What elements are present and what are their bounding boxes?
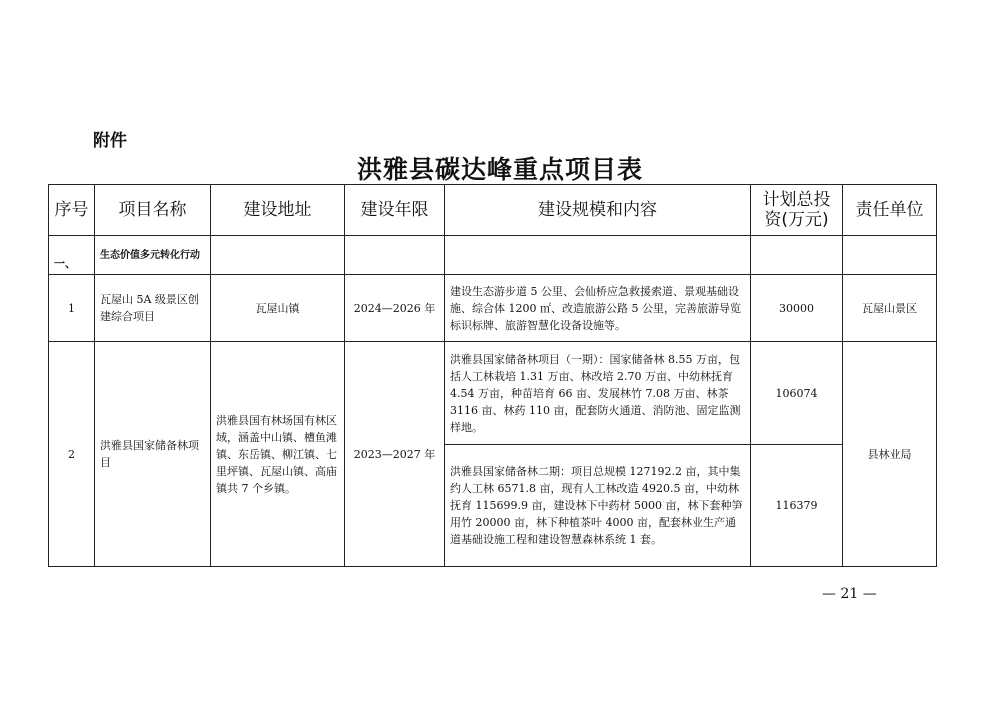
header-investment: 计划总投资(万元) xyxy=(751,185,843,236)
row2-seq: 2 xyxy=(49,342,95,567)
row2a-scale: 洪雅县国家储备林项目（一期）：国家储备林 8.55 万亩，包括人工林栽培 1.31 万亩、林改培 2.70 万亩、中幼林抚育 4.54 万亩，种苗培育 66 亩、发展林竹 7.08 万亩、林茶 3116 亩、林药 110 亩，配套防火通道、消防池、固定监测样地。 xyxy=(445,342,751,445)
row2-period: 2023—2027 年 xyxy=(345,342,445,567)
category-seq: 一、 xyxy=(49,236,95,275)
header-name: 项目名称 xyxy=(95,185,211,236)
row2-unit: 县林业局 xyxy=(843,342,937,567)
row2b-scale: 洪雅县国家储备林二期：项目总规模 127192.2 亩，其中集约人工林 6571.8 亩，现有人工林改造 4920.5 亩，中幼林抚育 115699.9 亩，建设林下中药材 5000 亩，林下套种笋用竹 20000 亩，林下种植茶叶 4000 亩，配套林业生产通道基础设施工程和建设智慧森林系统 1 套。 xyxy=(445,445,751,567)
page-number: — 21 — xyxy=(822,586,877,602)
table-row xyxy=(49,275,937,342)
project-table xyxy=(48,184,937,567)
row1-scale: 建设生态游步道 5 公里、会仙桥应急救援索道、景观基础设施、综合体 1200 ㎡、改造旅游公路 5 公里，完善旅游导览标识标牌、旅游智慧化设备设施等。 xyxy=(445,275,751,342)
attachment-label: 附件 xyxy=(93,131,127,151)
row1-period: 2024—2026 年 xyxy=(345,275,445,342)
category-name: 生态价值多元转化行动 xyxy=(95,236,211,275)
row1-name: 瓦屋山 5A 级景区创建综合项目 xyxy=(95,275,211,342)
header-scale: 建设规模和内容 xyxy=(445,185,751,236)
row2-address: 洪雅县国有林场国有林区域，涵盖中山镇、槽鱼滩镇、东岳镇、柳江镇、七里坪镇、瓦屋山镇、高庙镇共 7 个乡镇。 xyxy=(211,342,345,567)
row1-unit: 瓦屋山景区 xyxy=(843,275,937,342)
row1-address: 瓦屋山镇 xyxy=(211,275,345,342)
row2a-investment: 106074 xyxy=(751,342,843,445)
header-address: 建设地址 xyxy=(211,185,345,236)
table-header-row xyxy=(49,185,937,236)
row1-investment: 30000 xyxy=(751,275,843,342)
page-title: 洪雅县碳达峰重点项目表 xyxy=(356,155,643,184)
row2b-investment: 116379 xyxy=(751,445,843,567)
header-period: 建设年限 xyxy=(345,185,445,236)
row1-seq: 1 xyxy=(49,275,95,342)
category-row xyxy=(49,236,937,275)
row2-name: 洪雅县国家储备林项目 xyxy=(95,342,211,567)
header-seq: 序号 xyxy=(49,185,95,236)
table-row xyxy=(49,342,937,445)
header-unit: 责任单位 xyxy=(843,185,937,236)
